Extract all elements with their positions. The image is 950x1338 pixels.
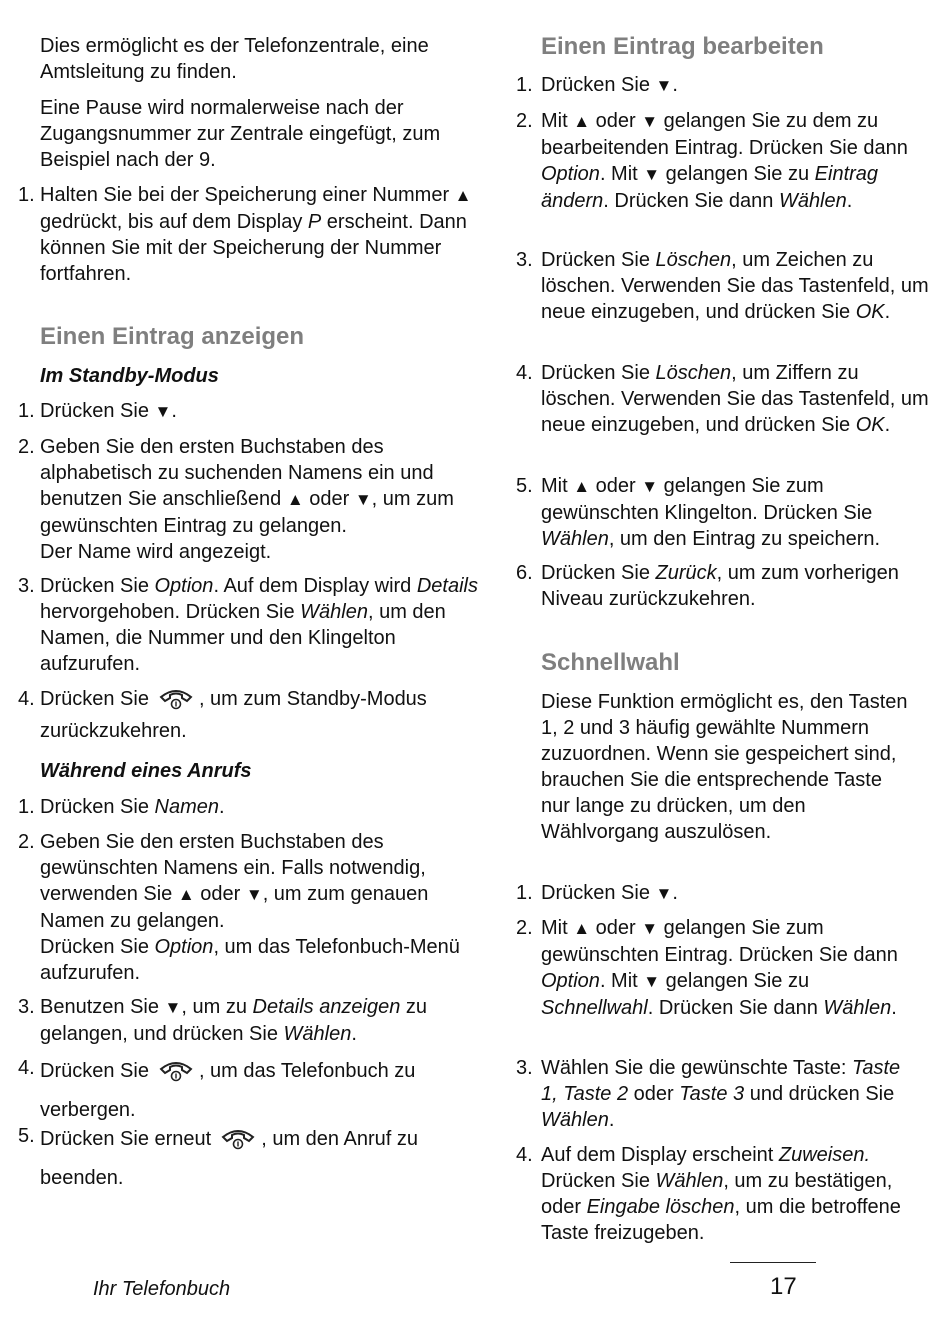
list-item: 4. Drücken Sie , um zum Standby-Modus zurückzukehren. — [18, 688, 427, 742]
list-item: 4. Drücken Sie , um das Telefonbuch zu verbergen. — [18, 1057, 416, 1121]
down-arrow-icon: ▼ — [154, 402, 172, 421]
down-arrow-icon: ▼ — [641, 112, 659, 131]
list-item: 3. Benutzen Sie ▼, um zu Details anzeigen zu gelangen, und drücken Sie Wählen. — [18, 996, 428, 1045]
up-arrow-icon: ▲ — [573, 477, 591, 496]
section-heading-speed-dial: Schnellwahl — [541, 649, 680, 676]
subheading-during-call: Während eines Anrufs — [40, 760, 252, 782]
list-item: 2. Mit ▲ oder ▼ gelangen Sie zu dem zu bearbeitenden Eintrag. Drücken Sie dann Option. Mit ▼ gelangen Sie zu Eintrag ändern. Drücken Sie dann Wählen. — [516, 110, 908, 212]
up-arrow-icon: ▲ — [454, 186, 472, 205]
down-arrow-icon: ▼ — [641, 919, 659, 938]
list-item: 5. Drücken Sie erneut , um den Anruf zu beenden. — [18, 1125, 418, 1189]
list-item: 2. Geben Sie den ersten Buchstaben des alphabetisch zu suchenden Namens ein und benutzen Sie anschließend ▲ oder ▼, um zum gewünschten Eintrag zu gelangen. Der Name wird angezeigt. — [18, 436, 454, 563]
section-heading-show-entry: Einen Eintrag anzeigen — [40, 323, 305, 350]
section-heading-edit-entry: Einen Eintrag bearbeiten — [541, 33, 824, 60]
down-arrow-icon: ▼ — [643, 972, 661, 991]
up-arrow-icon: ▲ — [286, 490, 304, 509]
down-arrow-icon: ▼ — [354, 490, 372, 509]
list-item: 4. Drücken Sie Löschen, um Ziffern zu löschen. Verwenden Sie das Tastenfeld, um neue einzugeben, und drücken Sie OK. — [516, 362, 929, 436]
speed-dial-intro: Diese Funktion ermöglicht es, den Tasten 1, 2 und 3 häufig gewählte Nummern zuzuordnen. Wenn sie gespeichert sind, brauchen Sie die entsprechende Taste nur lange zu drücken, um den Wählvorgang auszulösen. — [541, 691, 908, 843]
down-arrow-icon: ▼ — [164, 998, 182, 1017]
list-item: 3. Drücken Sie Option. Auf dem Display wird Details hervorgehoben. Drücken Sie Wählen, um den Namen, die Nummer und den Klingelton aufzurufen. — [18, 575, 478, 675]
list-item: 1. Drücken Sie Namen. — [18, 796, 225, 818]
phone-hangup-icon — [159, 1059, 193, 1094]
list-item: 1. Drücken Sie ▼. — [18, 400, 177, 422]
page-number: 17 — [770, 1273, 797, 1300]
list-item: 6. Drücken Sie Zurück, um zum vorherigen Niveau zurückzukehren. — [516, 562, 899, 610]
down-arrow-icon: ▼ — [655, 76, 673, 95]
list-item: 2. Geben Sie den ersten Buchstaben des gewünschten Namens ein. Falls notwendig, verwenden Sie ▲ oder ▼, um zum genauen Namen zu gelangen. Drücken Sie Option, um das Telefonbuch-Menü aufzurufen. — [18, 831, 460, 984]
list-item: 5. Mit ▲ oder ▼ gelangen Sie zum gewünschten Klingelton. Drücken Sie Wählen, um den Eintrag zu speichern. — [516, 475, 881, 550]
footer-divider — [730, 1262, 816, 1263]
intro-paragraph-1: Dies ermöglicht es der Telefonzentrale, eine Amtsleitung zu finden. — [40, 35, 429, 83]
intro-paragraph-2: Eine Pause wird normalerweise nach der Zugangsnummer zur Zentrale eingefügt, zum Beispiel nach der 9. — [40, 97, 441, 171]
phone-hangup-icon — [159, 687, 193, 718]
footer-title: Ihr Telefonbuch — [93, 1278, 231, 1300]
list-item-pause: 1. Halten Sie bei der Speicherung einer Nummer ▲ gedrückt, bis auf dem Display P erscheint. Dann können Sie mit der Speicherung der Nummer fortfahren. — [18, 184, 472, 285]
subheading-standby: Im Standby-Modus — [40, 365, 219, 387]
list-item: 1. Drücken Sie ▼. — [516, 882, 678, 904]
list-item: 1. Drücken Sie ▼. — [516, 74, 678, 96]
up-arrow-icon: ▲ — [573, 919, 591, 938]
down-arrow-icon: ▼ — [655, 884, 673, 903]
down-arrow-icon: ▼ — [641, 477, 659, 496]
down-arrow-icon: ▼ — [245, 885, 263, 904]
down-arrow-icon: ▼ — [643, 165, 661, 184]
list-item: 4. Auf dem Display erscheint Zuweisen. Drücken Sie Wählen, um zu bestätigen, oder Eingabe löschen, um die betroffene Taste freizugeben. — [516, 1144, 901, 1244]
list-item: 3. Wählen Sie die gewünschte Taste: Taste 1, Taste 2 oder Taste 3 und drücken Sie Wählen. — [516, 1057, 901, 1131]
up-arrow-icon: ▲ — [177, 885, 195, 904]
list-item: 2. Mit ▲ oder ▼ gelangen Sie zum gewünschten Eintrag. Drücken Sie dann Option. Mit ▼ gelangen Sie zu Schnellwahl. Drücken Sie dann Wählen. — [516, 917, 898, 1019]
phone-hangup-icon — [221, 1127, 255, 1162]
up-arrow-icon: ▲ — [573, 112, 591, 131]
list-item: 3. Drücken Sie Löschen, um Zeichen zu löschen. Verwenden Sie das Tastenfeld, um neue einzugeben, und drücken Sie OK. — [516, 249, 929, 323]
